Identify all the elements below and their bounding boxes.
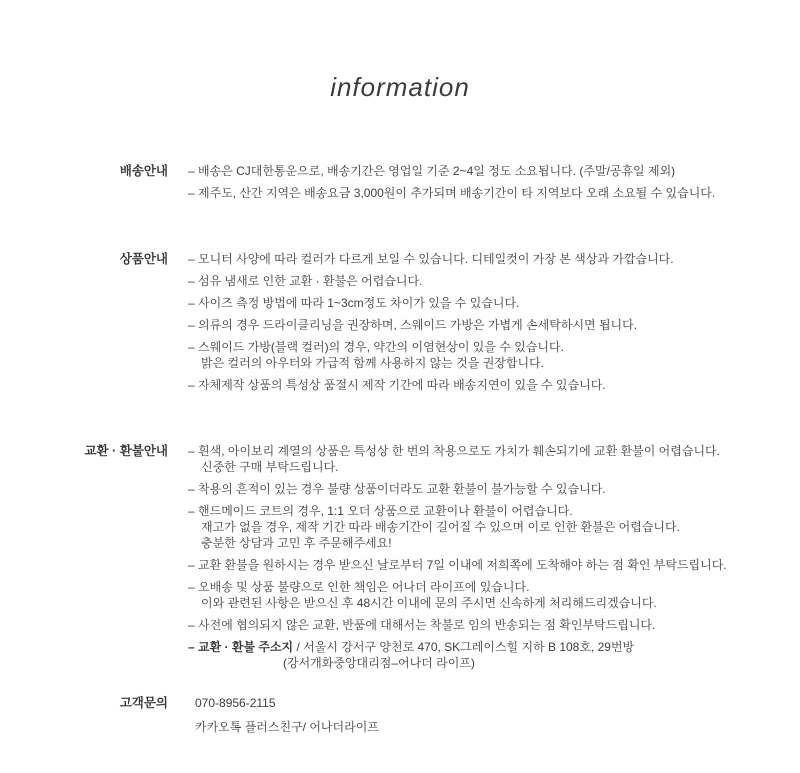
info-line: – 모니터 사양에 따라 컬러가 다르게 보일 수 있습니다. 디테일컷이 가장 본 색상과 가깝습니다. [188, 252, 674, 266]
info-line: 재고가 없을 경우, 제작 기간 따라 배송기간이 길어질 수 있으며 이로 인한 환불은 어렵습니다. [201, 520, 680, 534]
contact-phone-item [188, 695, 800, 711]
section-content-shipping [188, 163, 800, 207]
list-item [188, 251, 800, 267]
list-item [188, 579, 800, 611]
page-title: information [330, 72, 470, 102]
list-item [188, 185, 800, 201]
section-product [0, 251, 800, 399]
section-label-shipping: 배송안내 [119, 164, 168, 178]
info-line: – 핸드메이드 코트의 경우, 1:1 오더 상품으로 교환이나 환불이 어렵습니다. [188, 504, 573, 518]
info-line: – 스웨이드 가방(블랙 컬러)의 경우, 약간의 이염현상이 있을 수 있습니다. [188, 340, 564, 354]
contact-phone: 070-8956-2115 [195, 696, 276, 710]
list-item [188, 339, 800, 371]
list-item [188, 481, 800, 497]
info-line [188, 639, 800, 655]
section-label-product: 상품안내 [119, 252, 168, 266]
info-line: – 자체제작 상품의 특성상 품절시 제작 기간에 따라 배송지연이 있을 수 있습니다. [188, 378, 606, 392]
list-item [188, 503, 800, 551]
address-branch-line: (강서개화중앙대리점–어나더 라이프) [283, 656, 475, 670]
info-line: 충분한 상담과 고민 후 주문해주세요! [201, 536, 392, 550]
info-line: 이와 관련된 사항은 받으신 후 48시간 이내에 문의 주시면 신속하게 처리해드리겠습니다. [201, 596, 657, 610]
info-line: – 착용의 흔적이 있는 경우 불량 상품이더라도 교환 환불이 불가능할 수 있습니다. [188, 482, 606, 496]
list-item [188, 617, 800, 633]
contact-kakao-item [188, 719, 800, 735]
list-item-address [188, 639, 800, 671]
list-item [188, 273, 800, 289]
info-line: – 제주도, 산간 지역은 배송요금 3,000원이 추가되며 배송기간이 타 지역보다 오래 소요될 수 있습니다. [188, 186, 716, 200]
section-content-product [188, 251, 800, 399]
info-line: – 흰색, 아이보리 계열의 상품은 특성상 한 번의 착용으로도 가치가 훼손되기에 교환 환불이 어렵습니다. [188, 444, 720, 458]
list-item [188, 163, 800, 179]
list-item [188, 557, 800, 573]
info-line: – 배송은 CJ대한통운으로, 배송기간은 영업일 기준 2~4일 정도 소요됩니다. (주말/공휴일 제외) [188, 164, 676, 178]
info-sections [0, 163, 800, 743]
info-line: 밝은 컬러의 아우터와 가급적 함께 사용하지 않는 것을 권장합니다. [201, 356, 544, 370]
list-item [188, 295, 800, 311]
info-line: – 섬유 냄새로 인한 교환 · 환불은 어렵습니다. [188, 274, 423, 288]
info-line: – 사전에 협의되지 않은 교환, 반품에 대해서는 착불로 임의 반송되는 점 확인부탁드립니다. [188, 618, 656, 632]
section-label-contact: 고객문의 [119, 696, 168, 710]
address-text: / 서울시 강서구 양천로 470, SK그레이스힐 지하 B 108호, 29번방 [293, 640, 635, 654]
section-shipping [0, 163, 800, 207]
info-line: 신중한 구매 부탁드립니다. [201, 460, 339, 474]
info-line: – 사이즈 측정 방법에 따라 1~3cm정도 차이가 있을 수 있습니다. [188, 296, 520, 310]
info-line: – 교환 환불을 원하시는 경우 받으신 날로부터 7일 이내에 저희쪽에 도착해야 하는 점 확인 부탁드립니다. [188, 558, 727, 572]
section-content-contact [188, 695, 800, 743]
section-content-exchange-refund [188, 443, 800, 677]
section-label-exchange-refund: 교환 · 환불안내 [84, 444, 168, 458]
list-item [188, 317, 800, 333]
section-contact [0, 695, 800, 743]
section-exchange-refund [0, 443, 800, 677]
address-label: – 교환 · 환불 주소지 [188, 640, 294, 654]
info-line: – 오배송 및 상품 불량으로 인한 책임은 어나더 라이프에 있습니다. [188, 580, 530, 594]
list-item [188, 443, 800, 475]
list-item [188, 377, 800, 393]
contact-kakao: 카카오톡 플러스친구/ 어나더라이프 [195, 720, 379, 734]
info-line: – 의류의 경우 드라이클리닝을 권장하며, 스웨이드 가방은 가볍게 손세탁하시면 됩니다. [188, 318, 638, 332]
